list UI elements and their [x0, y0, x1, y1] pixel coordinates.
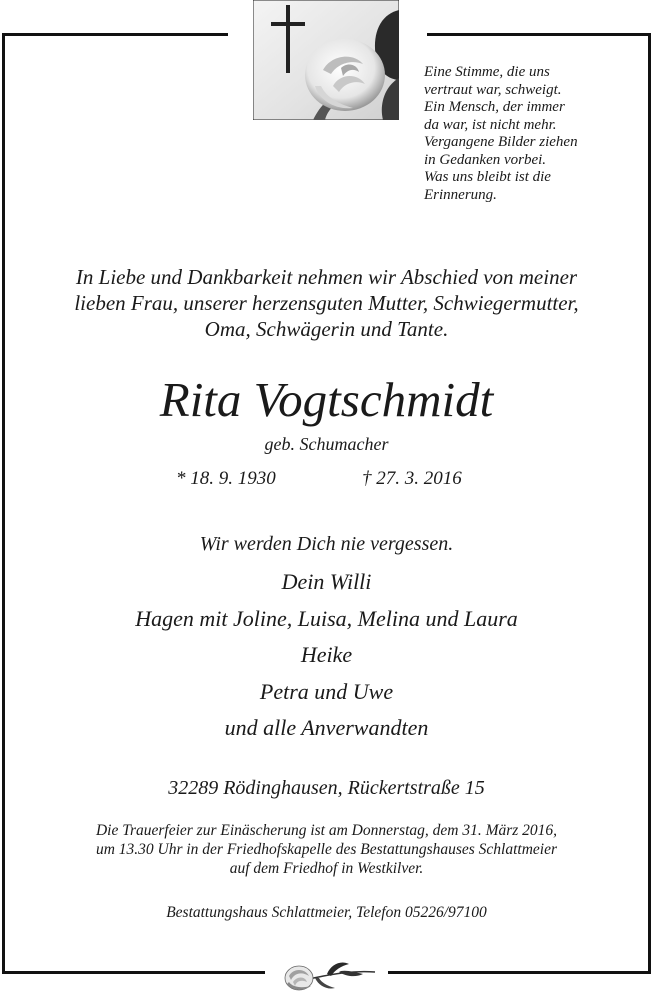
- poem-line: da war, ist nicht mehr.: [424, 116, 557, 133]
- birth-name: geb. Schumacher: [264, 434, 389, 454]
- service-info: [0, 821, 653, 878]
- farewell-line: Wir werden Dich nie vergessen.: [199, 533, 454, 555]
- poem-line: Was uns bleibt ist die: [424, 169, 551, 185]
- mourner-line: Heike: [300, 642, 353, 667]
- frame-top-right: [427, 33, 651, 36]
- mourner-line: Dein Willi: [281, 569, 372, 594]
- mourners-list: [0, 564, 653, 747]
- poem-line: Vergangene Bilder ziehen: [424, 134, 578, 150]
- intro-line: In Liebe und Dankbarkeit nehmen wir Abschied von meiner: [75, 265, 578, 289]
- intro-line: lieben Frau, unserer herzensguten Mutter, Schwiegermutter,: [74, 291, 579, 315]
- service-line: um 13.30 Uhr in der Friedhofskapelle des Bestattungshauses Schlattmeier: [95, 841, 558, 858]
- birth-date: * 18. 9. 1930: [176, 468, 276, 489]
- rose-icon: [275, 950, 380, 1000]
- address: 32289 Rödinghausen, Rückertstraße 15: [168, 777, 485, 799]
- poem-line: Erinnerung.: [424, 186, 497, 203]
- mourner-line: und alle Anverwandten: [224, 715, 429, 740]
- poem-line: in Gedanken vorbei.: [424, 151, 547, 168]
- frame-bottom-right: [388, 971, 651, 974]
- undertaker-contact: Bestattungshaus Schlattmeier, Telefon 05226/97100: [166, 904, 487, 921]
- service-line: auf dem Friedhof in Westkilver.: [229, 860, 424, 877]
- deceased-name: Rita Vogtschmidt: [159, 372, 494, 427]
- service-line: Die Trauerfeier zur Einäscherung ist am Donnerstag, dem 31. März 2016,: [95, 822, 558, 839]
- intro-text: [0, 264, 653, 342]
- mourner-line: Petra und Uwe: [259, 678, 394, 704]
- intro-line: Oma, Schwägerin und Tante.: [204, 317, 449, 341]
- mourner-line: Hagen mit Joline, Luisa, Melina und Laura: [135, 605, 518, 631]
- cross-and-rose-photo: [253, 0, 399, 120]
- poem-line: Ein Mensch, der immer: [424, 99, 565, 115]
- poem-line: vertraut war, schweigt.: [424, 81, 562, 98]
- poem-line: Eine Stimme, die uns: [424, 64, 550, 80]
- death-date: † 27. 3. 2016: [362, 468, 462, 489]
- frame-bottom-left: [2, 971, 265, 974]
- frame-top-left: [2, 33, 228, 36]
- poem: [424, 64, 639, 204]
